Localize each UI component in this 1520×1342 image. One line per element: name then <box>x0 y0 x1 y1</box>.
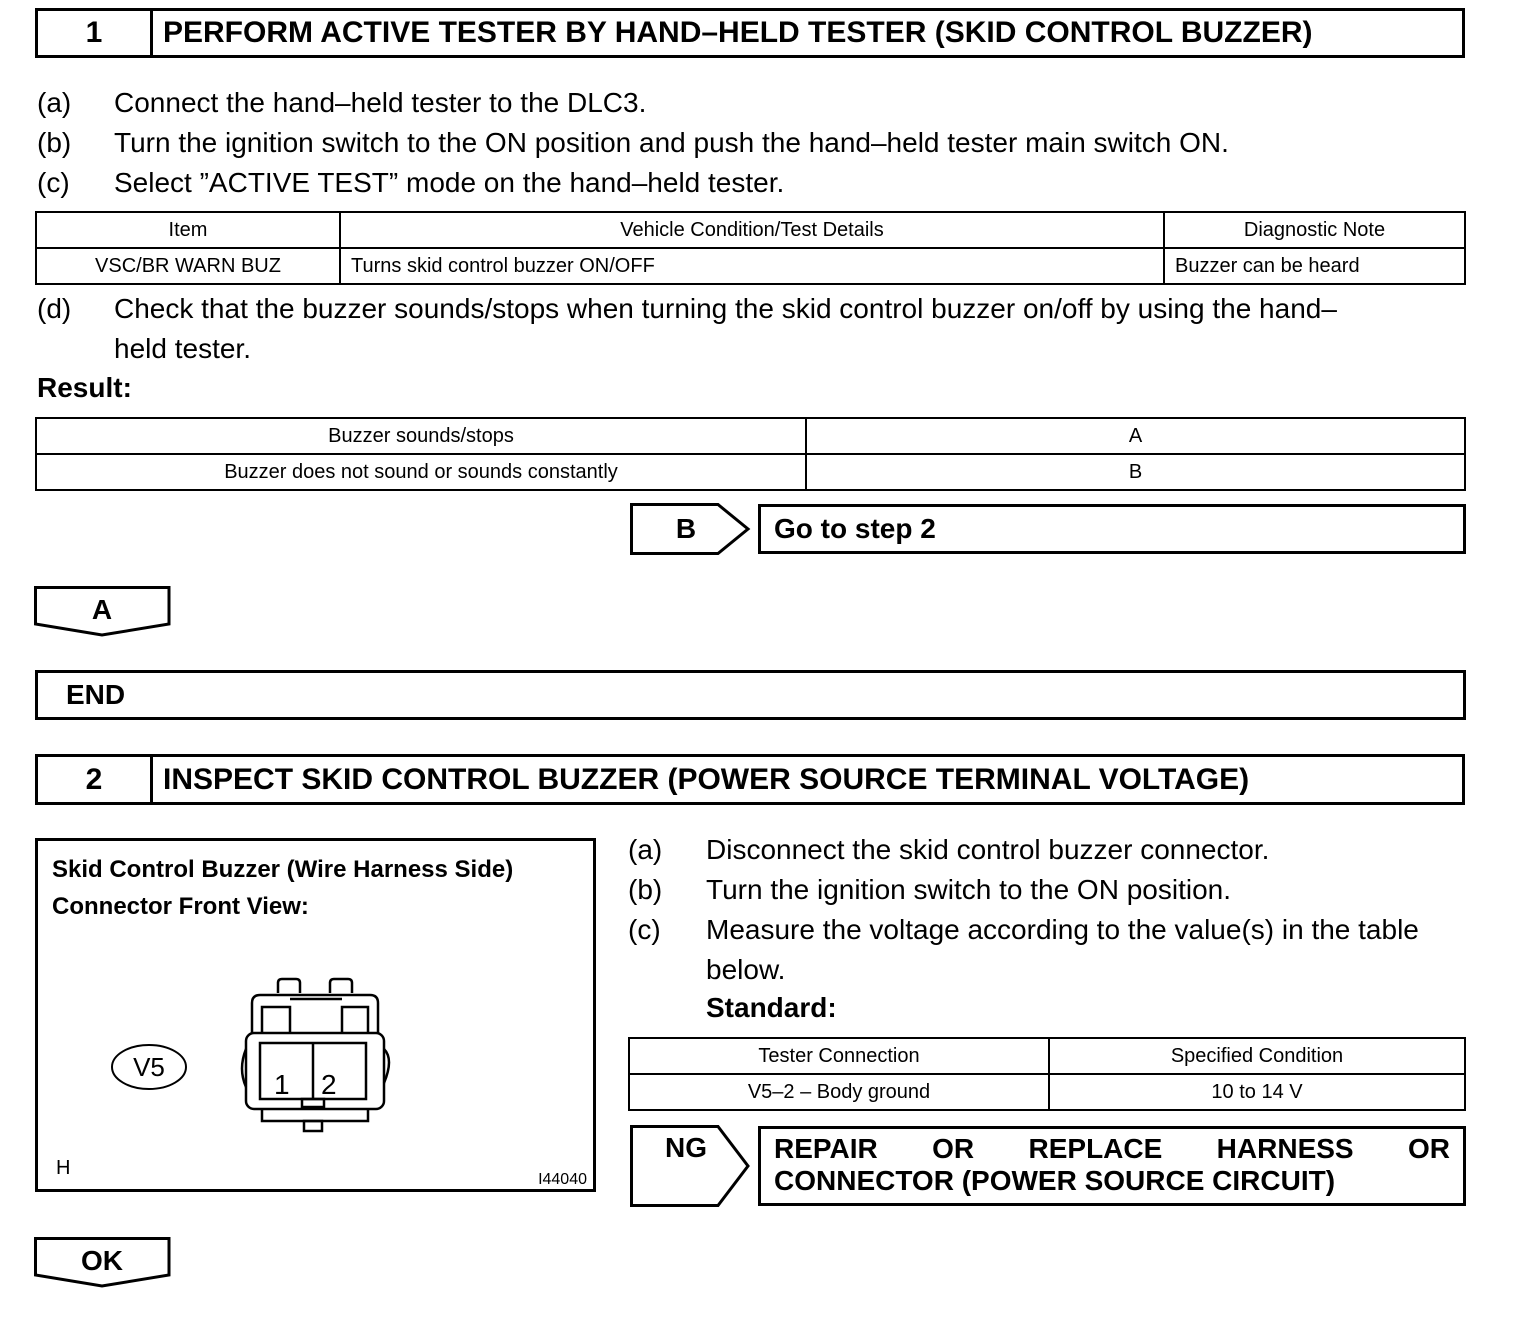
step2-header <box>35 754 1465 805</box>
step2-a-label: (a) <box>628 834 663 865</box>
header-item: Item <box>36 212 340 248</box>
figure-title-line2: Connector Front View: <box>52 893 309 920</box>
header-tester-connection: Tester Connection <box>629 1038 1049 1074</box>
table-row <box>36 248 1465 284</box>
active-test-table <box>35 211 1466 285</box>
step2-a-text: Disconnect the skid control buzzer connector. <box>706 834 1270 865</box>
cell-specified-condition: 10 to 14 V <box>1049 1074 1465 1110</box>
step1-d-line1: Check that the buzzer sounds/stops when turning the skid control buzzer on/off by using the hand– <box>114 293 1337 324</box>
connector-id-label: V5 <box>133 1052 165 1082</box>
cell-tester-connection: V5–2 – Body ground <box>629 1074 1049 1110</box>
result-code: A <box>806 418 1465 454</box>
step1-a-text: Connect the hand–held tester to the DLC3. <box>114 87 647 118</box>
step1-title: PERFORM ACTIVE TESTER BY HAND–HELD TESTER (SKID CONTROL BUZZER) <box>163 16 1313 49</box>
step2-b-text: Turn the ignition switch to the ON position. <box>706 874 1231 905</box>
table-header-row <box>36 212 1465 248</box>
connector-figure <box>35 838 596 1192</box>
branch-ng-line1: REPAIR OR REPLACE HARNESS OR <box>774 1133 1450 1164</box>
branch-ng-result <box>758 1126 1466 1206</box>
pin-2-label: 2 <box>321 1069 337 1100</box>
cell-note: Buzzer can be heard <box>1164 248 1465 284</box>
step2-c-label: (c) <box>628 914 661 945</box>
branch-b-tag: B <box>675 513 697 544</box>
branch-ng-line2: CONNECTOR (POWER SOURCE CIRCUIT) <box>774 1165 1336 1196</box>
table-row <box>629 1074 1465 1110</box>
step2-c-line1: Measure the voltage according to the value(s) in the table <box>706 914 1419 945</box>
step1-number: 1 <box>38 11 153 55</box>
branch-b-result: Go to step 2 <box>758 504 1466 554</box>
step1-c-label: (c) <box>37 167 70 198</box>
cell-item: VSC/BR WARN BUZ <box>36 248 340 284</box>
header-condition: Vehicle Condition/Test Details <box>340 212 1164 248</box>
table-row <box>36 454 1465 490</box>
step2-c-line2: below. <box>706 954 786 985</box>
step1-d-label: (d) <box>37 293 72 324</box>
step1-a-label: (a) <box>37 87 72 118</box>
step1-d-line2: held tester. <box>114 333 251 364</box>
header-specified-condition: Specified Condition <box>1049 1038 1465 1074</box>
step1-c-text: Select ”ACTIVE TEST” mode on the hand–held tester. <box>114 167 785 198</box>
standard-label: Standard: <box>706 992 837 1023</box>
branch-a-tag: A <box>91 594 113 625</box>
result-code: B <box>806 454 1465 490</box>
cell-condition: Turns skid control buzzer ON/OFF <box>340 248 1164 284</box>
header-note: Diagnostic Note <box>1164 212 1465 248</box>
result-condition: Buzzer does not sound or sounds constantly <box>36 454 806 490</box>
connector-front-view-icon <box>238 973 398 1138</box>
step1-b-text: Turn the ignition switch to the ON position and push the hand–held tester main switch ON. <box>114 127 1229 158</box>
step1-b-label: (b) <box>37 127 72 158</box>
table-header-row <box>629 1038 1465 1074</box>
step2-number: 2 <box>38 757 153 802</box>
step2-b-label: (b) <box>628 874 663 905</box>
branch-ok-tag: OK <box>81 1245 123 1276</box>
step2-title: INSPECT SKID CONTROL BUZZER (POWER SOURCE TERMINAL VOLTAGE) <box>163 762 1250 796</box>
result-label: Result: <box>37 372 132 403</box>
figure-title-line1: Skid Control Buzzer (Wire Harness Side) <box>52 856 514 883</box>
table-row <box>36 418 1465 454</box>
branch-ng-tag: NG <box>665 1132 707 1163</box>
step1-header <box>35 8 1465 58</box>
standard-table <box>628 1037 1466 1111</box>
result-condition: Buzzer sounds/stops <box>36 418 806 454</box>
result-table <box>35 417 1466 491</box>
figure-code: I44040 <box>538 1171 587 1188</box>
figure-corner-label: H <box>56 1157 71 1179</box>
pin-1-label: 1 <box>274 1069 290 1100</box>
end-box: END <box>35 670 1466 720</box>
